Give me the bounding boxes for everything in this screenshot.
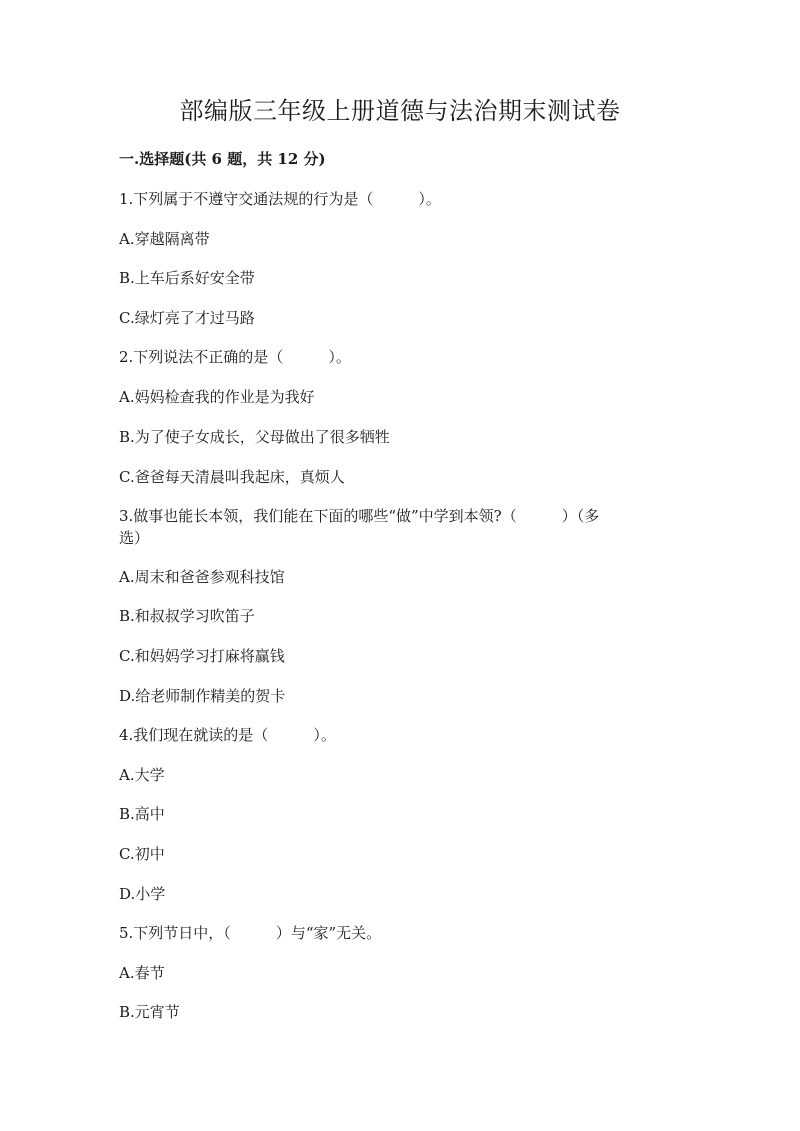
question-4-stem: 4.我们现在就读的是（ ）。 [119, 726, 336, 744]
section-heading: 一.选择题(共 6 题，共 12 分) [119, 150, 326, 168]
question-5-stem: 5.下列节日中，（ ）与“家”无关。 [119, 924, 382, 942]
question-1-stem: 1.下列属于不遵守交通法规的行为是（ ）。 [119, 190, 441, 208]
question-4-option-a: A.大学 [119, 766, 165, 784]
question-3-stem-line-2: 选） [119, 529, 150, 547]
question-4-option-d: D.小学 [119, 885, 166, 903]
question-3-option-c: C.和妈妈学习打麻将赢钱 [119, 647, 285, 665]
question-2-option-a: A.妈妈检查我的作业是为我好 [119, 388, 315, 406]
question-3-option-a: A.周末和爸爸参观科技馆 [119, 568, 285, 586]
question-5-option-b: B.元宵节 [119, 1003, 180, 1021]
question-1-option-b: B.上车后系好安全带 [119, 269, 255, 287]
question-3-option-d: D.给老师制作精美的贺卡 [119, 687, 286, 705]
question-1-option-a: A.穿越隔离带 [119, 230, 210, 248]
question-4-option-b: B.高中 [119, 805, 165, 823]
question-3-option-b: B.和叔叔学习吹笛子 [119, 607, 255, 625]
page-title: 部编版三年级上册道德与法治期末测试卷 [179, 97, 621, 125]
question-1-option-c: C.绿灯亮了才过马路 [119, 309, 255, 327]
question-3-stem-line-1: 3.做事也能长本领，我们能在下面的哪些“做”中学到本领?（ ）（多 [119, 507, 600, 525]
question-2-option-b: B.为了使子女成长，父母做出了很多牺牲 [119, 428, 390, 446]
question-4-option-c: C.初中 [119, 845, 165, 863]
question-2-stem: 2.下列说法不正确的是（ ）。 [119, 348, 351, 366]
question-2-option-c: C.爸爸每天清晨叫我起床，真烦人 [119, 468, 345, 486]
question-5-option-a: A.春节 [119, 964, 165, 982]
